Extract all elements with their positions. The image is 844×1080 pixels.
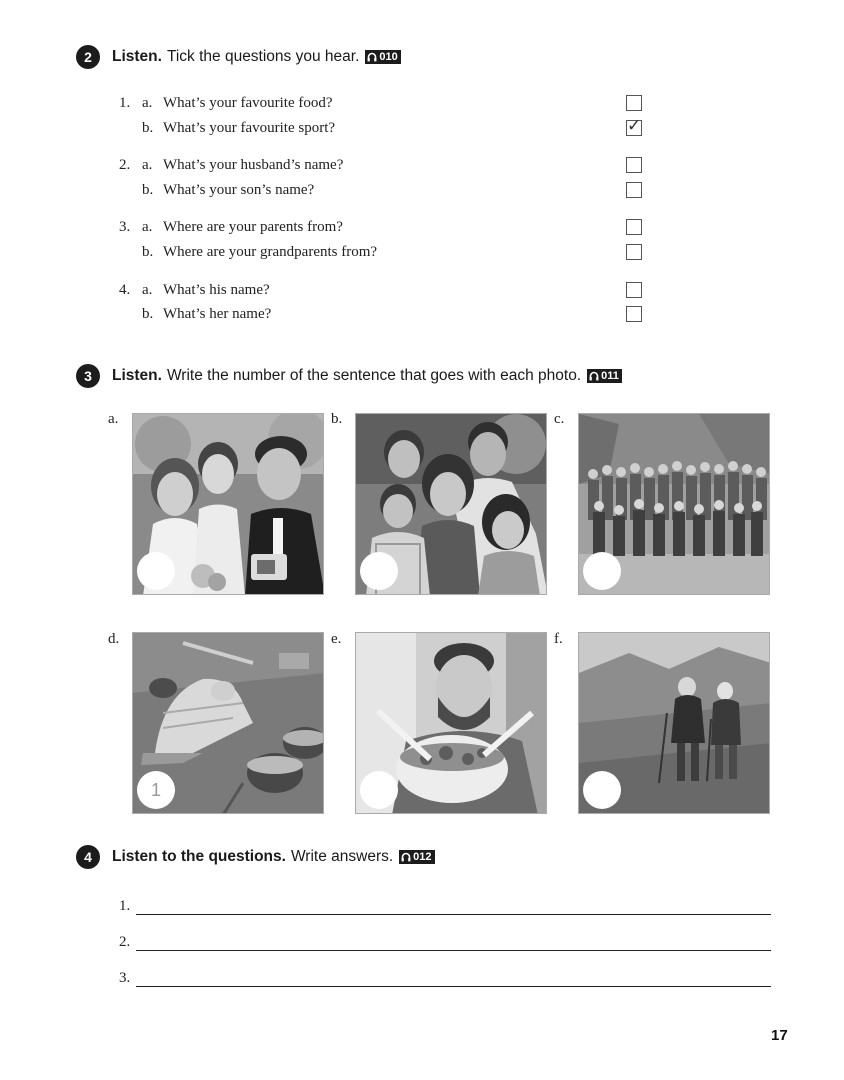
exercise-4-header bbox=[76, 845, 435, 869]
exercise-3-header bbox=[76, 364, 622, 388]
answer-circle[interactable] bbox=[360, 771, 398, 809]
checkbox-4b[interactable] bbox=[626, 306, 642, 322]
checkbox-2a[interactable] bbox=[626, 157, 642, 173]
question-text: What’s your favourite sport? bbox=[163, 120, 336, 136]
photo-f-hiking bbox=[578, 632, 770, 814]
question-number: 3. bbox=[119, 219, 131, 235]
photo-d-gardening bbox=[132, 632, 324, 814]
photo-a-wedding bbox=[132, 413, 324, 595]
exercise-2-header bbox=[76, 45, 401, 69]
answer-line-2[interactable] bbox=[119, 934, 771, 954]
audio-track-badge[interactable] bbox=[399, 850, 434, 864]
photo-label: e. bbox=[331, 631, 342, 647]
checkbox-1b[interactable] bbox=[626, 116, 642, 136]
exercise-instruction: Write the number of the sentence that goes with each photo. bbox=[166, 367, 582, 384]
headphones-icon bbox=[589, 371, 599, 381]
audio-track-number: 012 bbox=[413, 851, 432, 863]
question-text: Where are your grandparents from? bbox=[163, 244, 378, 260]
question-text: What’s her name? bbox=[163, 306, 272, 322]
option-letter: a. bbox=[142, 219, 153, 235]
checkbox-2b[interactable] bbox=[626, 182, 642, 198]
checkbox-3a[interactable] bbox=[626, 219, 642, 235]
option-letter: b. bbox=[142, 306, 154, 322]
question-number: 1. bbox=[119, 95, 131, 111]
exercise-number-badge: 2 bbox=[76, 45, 100, 69]
answer-line-1[interactable] bbox=[119, 898, 771, 918]
page-number: 17 bbox=[771, 1027, 788, 1044]
writing-line bbox=[136, 986, 771, 987]
writing-line bbox=[136, 914, 771, 915]
photo-c-large-group bbox=[578, 413, 770, 595]
option-letter: b. bbox=[142, 120, 154, 136]
exercise-number-badge: 4 bbox=[76, 845, 100, 869]
question-text: What’s your son’s name? bbox=[163, 182, 315, 198]
option-letter: a. bbox=[142, 95, 153, 111]
exercise-instruction: Tick the questions you hear. bbox=[166, 48, 360, 65]
question-number: 2. bbox=[119, 157, 131, 173]
photo-b-family bbox=[355, 413, 547, 595]
checkbox-3b[interactable] bbox=[626, 244, 642, 260]
option-letter: a. bbox=[142, 157, 153, 173]
answer-circle[interactable] bbox=[583, 771, 621, 809]
photo-label: c. bbox=[554, 411, 565, 427]
question-number: 4. bbox=[119, 282, 131, 298]
audio-track-number: 010 bbox=[379, 51, 398, 63]
answer-number: 1. bbox=[119, 898, 131, 914]
audio-track-badge[interactable] bbox=[365, 50, 400, 64]
writing-line bbox=[136, 950, 771, 951]
exercise-instruction: Write answers. bbox=[290, 848, 394, 865]
option-letter: a. bbox=[142, 282, 153, 298]
answer-circle[interactable] bbox=[360, 552, 398, 590]
checkbox-4a[interactable] bbox=[626, 282, 642, 298]
audio-track-number: 011 bbox=[601, 370, 619, 382]
question-text: What’s his name? bbox=[163, 282, 270, 298]
answer-circle[interactable] bbox=[137, 552, 175, 590]
exercise-lead: Listen. bbox=[112, 48, 162, 65]
exercise-number-badge: 3 bbox=[76, 364, 100, 388]
headphones-icon bbox=[367, 52, 377, 62]
headphones-icon bbox=[401, 852, 411, 862]
question-text: Where are your parents from? bbox=[163, 219, 343, 235]
exercise-lead: Listen to the questions. bbox=[112, 848, 286, 865]
photo-label: f. bbox=[554, 631, 563, 647]
photo-e-salad bbox=[355, 632, 547, 814]
exercise-lead: Listen. bbox=[112, 367, 162, 384]
question-text: What’s your favourite food? bbox=[163, 95, 333, 111]
option-letter: b. bbox=[142, 182, 154, 198]
checkbox-1a[interactable] bbox=[626, 95, 642, 111]
audio-track-badge[interactable] bbox=[587, 369, 622, 383]
option-letter: b. bbox=[142, 244, 154, 260]
checkmark-icon: ✓ bbox=[627, 116, 642, 136]
answer-circle[interactable]: 1 bbox=[137, 771, 175, 809]
photo-label: d. bbox=[108, 631, 120, 647]
question-text: What’s your husband’s name? bbox=[163, 157, 344, 173]
photo-label: b. bbox=[331, 411, 343, 427]
answer-number: 3. bbox=[119, 970, 131, 986]
photo-label: a. bbox=[108, 411, 119, 427]
answer-circle[interactable] bbox=[583, 552, 621, 590]
answer-number: 2. bbox=[119, 934, 131, 950]
answer-line-3[interactable] bbox=[119, 970, 771, 990]
